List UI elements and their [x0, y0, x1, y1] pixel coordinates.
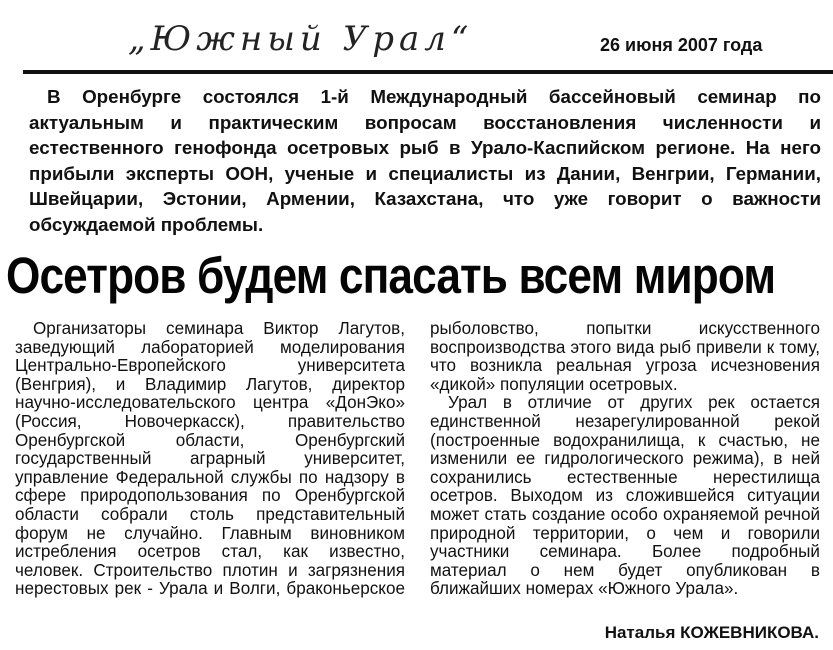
article-headline: Осетров будем спасать всем миром — [6, 247, 776, 304]
newspaper-name: „Южный Урал“ — [128, 19, 474, 59]
issue-date: 26 июня 2007 года — [600, 35, 763, 55]
masthead-divider — [23, 70, 833, 74]
author-signature: Наталья КОЖЕВНИКОВА. — [604, 623, 819, 642]
article-body — [15, 320, 820, 599]
article-paragraph: Урал в отличие от других рек остается единственной незарегулированной рекой (построенные водохранилища, к счастью, не изменили ее гидрологического режима), в ней сохранились естественные нерестилища осетров. Выходом из сложившейся ситуации может стать создание особо охраняемой речной природной территории, о чем и говорили участники семинара. Более подробный материал о нем будет опубликован в ближайших номерах «Южного Урала». — [430, 393, 820, 599]
article-paragraph: Организаторы семинара Виктор Лагутов, заведующий лабораторией моделирования Центрально-Европейского университета (Венгрия), и Владимир Лагутов, директор научно-исследовательского центра «ДонЭко» (Россия, Новочеркасск), правительство Оренбургской области, Оренбургский государственный аграрный университет, управление Федеральной службы по надзору в сфере природопользования по Оренбургской области собрали столь представительный форум не случайно. Главным виновником истребления осетров стал, как известно, человек. Строительство плотин и загрязнения нерестовых рек - Урала и Волги, браконьерское рыболовство, попытки искусственного воспроизводства этого вида рыб привели к тому, что возникла реальная угроза исчезновения «дикой» популяции осетровых. — [15, 319, 820, 599]
masthead — [20, 12, 825, 70]
article-lead: В Оренбурге состоялся 1-й Международный бассейновый семинар по актуальным и практическим вопросам восстановления численности и естественного генофонда осетровых рыб в Урало-Каспийском регионе. На него прибыли эксперты ООН, ученые и специалисты из Дании, Венгрии, Германии, Швейцарии, Эстонии, Армении, Казахстана, что уже говорит о важности обсуждаемой проблемы. — [29, 86, 821, 235]
